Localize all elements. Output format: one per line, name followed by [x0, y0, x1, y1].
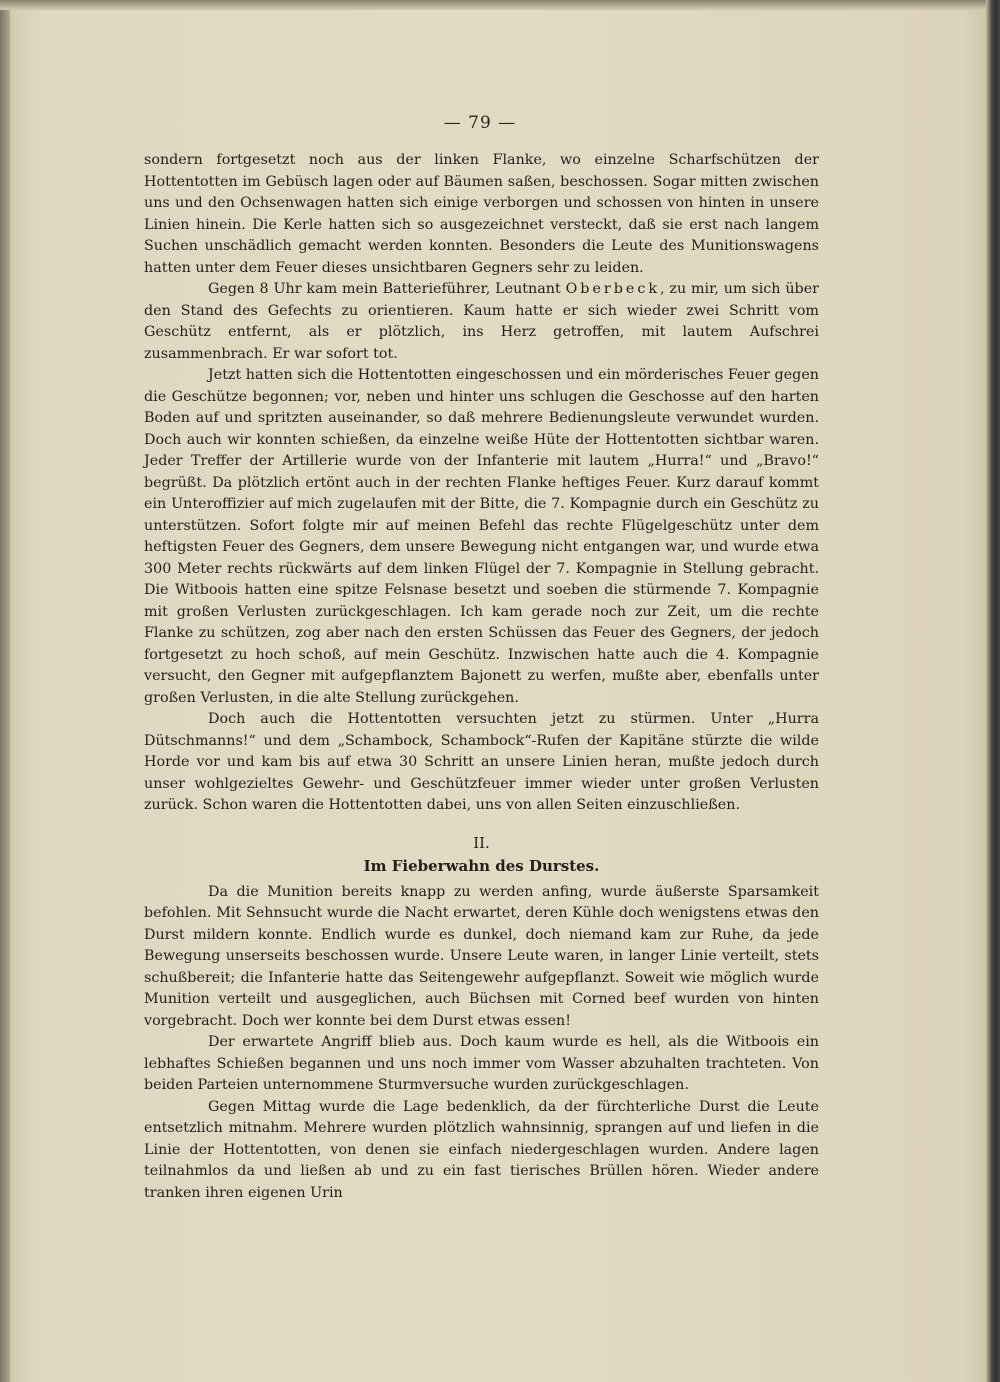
paragraph: Da die Munition bereits knapp zu werden anfing, wurde äußerste Sparsamkeit befohlen. Mit Sehnsucht wurde die Nacht erwartet, deren Kühle doch wenigstens etwas den Durst mildern konnte. Endlich wurde es dunkel, doch niemand kam zur Ruhe, da jede Bewegung unserseits beschossen wurde. Unsere Leute waren, in langer Linie verteilt, stets schußbereit; die Infanterie hatte das Seitengewehr aufgepflanzt. Soweit wie möglich wurde Munition verteilt und ausgeglichen, auch Büchsen mit Corned beef wurden von hinten vorgebracht. Doch wer konnte bei dem Durst etwas essen! [144, 883, 819, 1029]
page-number: — 79 — [443, 113, 517, 133]
section-title: Im Fieberwahn des Durstes. [363, 857, 600, 875]
book-spine-edge [986, 0, 1000, 1382]
body-text [144, 150, 819, 1204]
page-left-edge [0, 0, 10, 1382]
paragraph: sondern fortgesetzt noch aus der linken Flanke, wo einzelne Scharfschützen der Hottentotten im Gebüsch lagen oder auf Bäumen saßen, beschossen. Sogar mitten zwischen uns und den Ochsenwagen hatten sich einige verborgen und schossen von hinten in unsere Linien hinein. Die Kerle hatten sich so ausgezeichnet versteckt, daß sie erst nach langem Suchen unschädlich gemacht werden konnten. Besonders die Leute des Munitionswagens hatten unter dem Feuer dieses unsichtbaren Gegners sehr zu leiden. [144, 152, 819, 276]
paragraph: Gegen Mittag wurde die Lage bedenklich, da der fürchterliche Durst die Leute entsetzlich mitnahm. Mehrere wurden plötzlich wahnsinnig, sprangen auf und liefen in die Linie der Hottentotten, von denen sie einfach niedergeschlagen wurden. Andere lagen teilnahmlos da und ließen ab und zu ein fast tierisches Brüllen hören. Wieder andere tranken ihren eigenen Urin [144, 1098, 819, 1201]
paragraph: Der erwartete Angriff blieb aus. Doch kaum wurde es hell, als die Witboois ein lebhaftes Schießen begannen und uns noch immer vom Wasser abzuhalten trachteten. Von beiden Parteien unternommene Sturmversuche wurden zurückgeschlagen. [144, 1034, 819, 1093]
paragraph: Doch auch die Hottentotten versuchten jetzt zu stürmen. Unter „Hurra Dütschmanns!“ und dem „Schambock, Schambock“-Rufen der Kapitäne stürzte die wilde Horde vor und kam bis auf etwa 30 Schritt an unsere Linien heran, mußte jedoch durch unser wohlgezieltes Gewehr- und Geschützfeuer immer wieder unter großen Verlusten zurück. Schon waren die Hottentotten dabei, uns von allen Seiten einzuschließen. [144, 711, 819, 813]
section-number: II. [473, 833, 490, 852]
paragraph [144, 279, 819, 365]
paragraph-text: , zu mir, um sich über den Stand des Gefechts zu orientieren. Kaum hatte er sich wieder zwei Schritt vom Geschütz entfernt, als er plötzlich, ins Herz getroffen, mit lautem Aufschrei zusammenbrach. Er war sofort tot. [144, 281, 819, 362]
paragraph-text: Gegen 8 Uhr kam mein Batterieführer, Leutnant [208, 281, 566, 297]
emphasized-name: Oberbeck [565, 281, 661, 297]
paragraph: Jetzt hatten sich die Hottentotten eingeschossen und ein mörderisches Feuer gegen die Geschütze begonnen; vor, neben und hinter uns schlugen die Geschosse auf den harten Boden auf und spritzten auseinander, so daß mehrere Bedienungsleute verwundet wurden. Doch auch wir konnten schießen, da einzelne weiße Hüte der Hottentotten sichtbar waren. Jeder Treffer der Artillerie wurde von der Infanterie mit lautem „Hurra!“ und „Bravo!“ begrüßt. Da plötzlich ertönt auch in der rechten Flanke heftiges Feuer. Kurz darauf kommt ein Unteroffizier auf mich zugelaufen mit der Bitte, die 7. Kompagnie durch ein Geschütz zu unterstützen. Sofort folgte mir auf meinen Befehl das rechte Flügelgeschütz unter dem heftigsten Feuer des Gegners, dem unsere Bewegung nicht entgangen war, und wurde etwa 300 Meter rechts rückwärts auf dem linken Flügel der 7. Kompagnie in Stellung gebracht. Die Witboois hatten eine spitze Felsnase besetzt und soeben die stürmende 7. Kompagnie mit großen Verlusten zurückgeschlagen. Ich kam gerade noch zur Zeit, um die rechte Flanke zu schützen, zog aber nach den ersten Schüssen das Feuer des Gegners, der jedoch fortgesetzt zu hoch schoß, auf mein Geschütz. Inzwischen hatte auch die 4. Kompagnie versucht, den Gegner mit aufgepflanztem Bajonett zu werfen, mußte aber, ebenfalls unter großen Verlusten, in die alte Stellung zurückgehen. [144, 367, 819, 706]
page-top-edge [0, 0, 1000, 10]
